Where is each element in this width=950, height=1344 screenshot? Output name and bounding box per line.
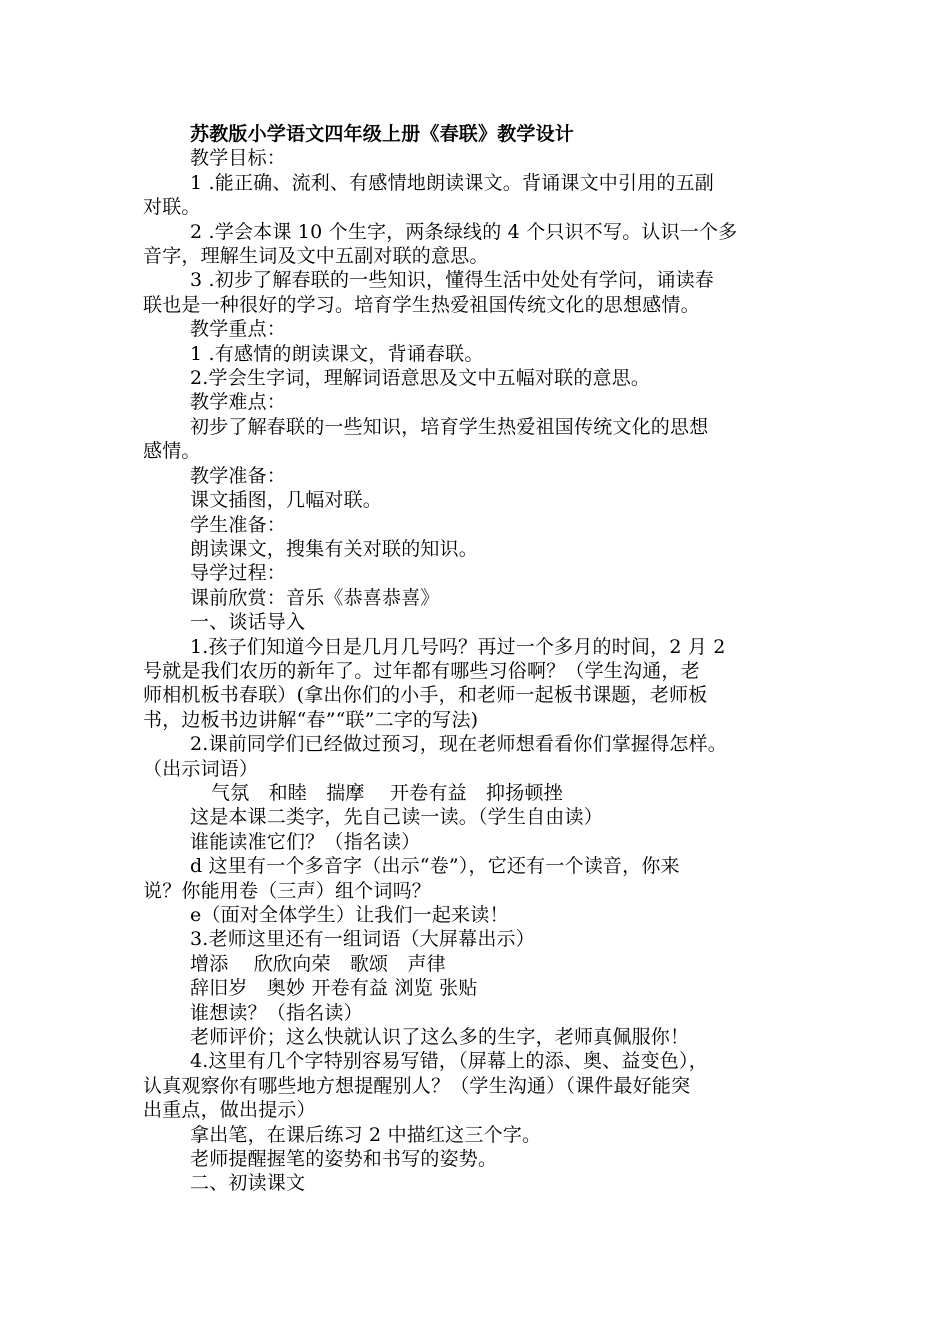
text-line: 1.孩子们知道今日是几月几号吗？再过一个多月的时间，2 月 2 (190, 635, 726, 658)
text-line: d 这里有一个多音字（出示“卷”），它还有一个读音，你来 (190, 855, 680, 878)
text-line: 初步了解春联的一些知识，培育学生热爱祖国传统文化的思想 (190, 415, 709, 438)
text-line: 拿出笔，在课后练习 2 中描红这三个字。 (190, 1123, 542, 1146)
text-line: 这是本课二类字，先自己读一读。（学生自由读） (190, 806, 603, 829)
text-line: 学生准备： (190, 513, 287, 536)
text-line: 3.老师这里还有一组词语（大屏幕出示） (190, 928, 535, 951)
text-line: 一、谈话导入 (190, 611, 306, 634)
text-line: 书，边板书边讲解“春”“联”二字的写法) (143, 708, 479, 731)
text-line: 1 .能正确、流利、有感情地朗读课文。背诵课文中引用的五副 (190, 171, 714, 194)
document-page (143, 122, 811, 1196)
text-line: 谁想读？（指名读） (190, 1001, 363, 1024)
document-body (143, 146, 811, 1195)
text-line: 联也是一种很好的学习。培育学生热爱祖国传统文化的思想感情。 (143, 293, 700, 316)
text-line: 二、初读课文 (190, 1172, 306, 1195)
text-line: 说？你能用卷（三声）组个词吗？ (143, 879, 432, 902)
text-line: 课前欣赏：音乐《恭喜恭喜》 (190, 586, 440, 609)
text-line: 2.学会生字词，理解词语意思及文中五幅对联的意思。 (190, 367, 651, 390)
text-line: 师相机板书春联）(拿出你们的小手，和老师一起板书课题，老师板 (143, 684, 708, 707)
text-line: 3 .初步了解春联的一些知识，懂得生活中处处有学问，诵读春 (190, 269, 714, 292)
text-line: 感情。 (143, 440, 201, 463)
text-line: e（面对全体学生）让我们一起来读！ (190, 904, 509, 926)
text-line: 认真观察你有哪些地方想提醒别人？（学生沟通）（课件最好能突 (143, 1074, 691, 1097)
text-line: 2.课前同学们已经做过预习，现在老师想看看你们掌握得怎样。 (190, 733, 727, 756)
text-line: 教学目标： (190, 147, 287, 170)
text-line: 教学难点： (190, 391, 287, 414)
document-title: 苏教版小学语文四年级上册《春联》教学设计 (190, 123, 575, 145)
text-line: 号就是我们农历的新年了。过年都有哪些习俗啊？（学生沟通，老 (143, 659, 700, 682)
text-line: 教学重点： (190, 318, 287, 341)
text-line: 2 .学会本课 10 个生字，两条绿线的 4 个只识不写。认识一个多 (190, 220, 738, 243)
text-line: 导学过程： (190, 562, 287, 585)
text-line: 气氛 和睦 揣摩 开卷有益 抑扬顿挫 (211, 781, 563, 804)
text-line: 老师提醒握笔的姿势和书写的姿势。 (190, 1148, 498, 1171)
text-line: 辞旧岁 奥妙 开卷有益 浏览 张贴 (190, 977, 478, 1000)
text-line: 谁能读准它们？（指名读） (190, 830, 421, 853)
text-line: （出示词语） (143, 757, 259, 780)
text-line: 出重点，做出提示） (143, 1099, 316, 1122)
text-line: 1 .有感情的朗读课文，背诵春联。 (190, 342, 484, 365)
text-line: 教学准备： (190, 464, 287, 487)
text-line: 对联。 (143, 196, 201, 219)
text-line: 4.这里有几个字特别容易写错，（屏幕上的添、奥、益变色）， (190, 1050, 708, 1073)
text-line: 增添 欣欣向荣 歌颂 声律 (190, 952, 446, 975)
text-line: 老师评价；这么快就认识了这么多的生字，老师真佩服你！ (190, 1026, 690, 1049)
text-line: 课文插图，几幅对联。 (190, 489, 383, 512)
text-line: 音字，理解生词及文中五副对联的意思。 (143, 245, 489, 268)
text-line: 朗读课文，搜集有关对联的知识。 (190, 537, 479, 560)
